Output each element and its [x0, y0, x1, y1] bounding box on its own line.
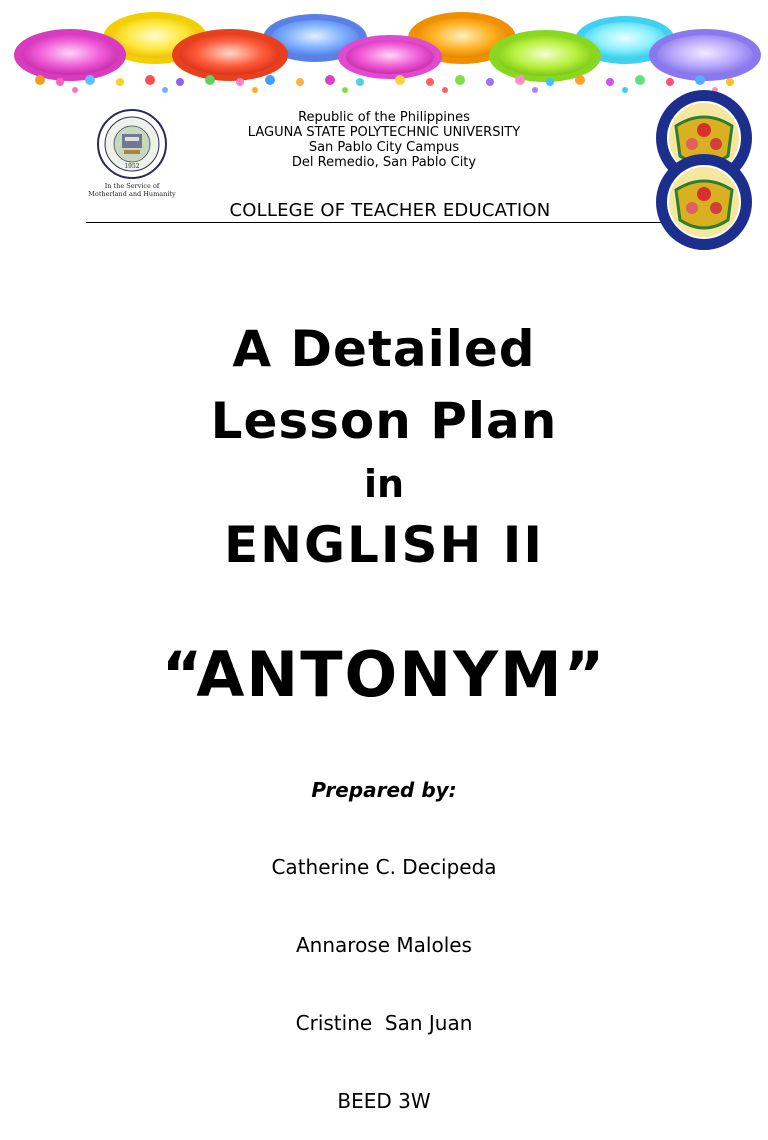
flower-green — [489, 30, 601, 82]
title-line-1: A Detailed — [232, 320, 536, 378]
section-label: BEED 3W — [337, 1089, 431, 1113]
flower-magenta — [338, 35, 442, 79]
seal-motto-line1: In the Service of — [104, 182, 160, 190]
author-name: Annarose Maloles — [296, 933, 472, 957]
flower-lilac — [649, 29, 761, 81]
prepared-by-label: Prepared by: — [311, 778, 457, 802]
header-line-university: LAGUNA STATE POLYTECHNIC UNIVERSITY — [247, 125, 521, 140]
college-seal-icon — [646, 86, 762, 254]
title-subject: ENGLISH II — [224, 516, 544, 574]
seal-year: 1952 — [124, 163, 140, 170]
header-line-address: Del Remedio, San Pablo City — [291, 155, 477, 170]
seal-motto-line2: Motherland and Humanity — [88, 190, 176, 198]
college-name: COLLEGE OF TEACHER EDUCATION — [229, 200, 551, 221]
author-name: Catherine C. Decipeda — [271, 855, 497, 879]
institution-header — [160, 110, 608, 170]
flower-pink — [14, 29, 126, 81]
flower-red — [172, 29, 288, 81]
author-list — [0, 802, 768, 1140]
flower-banner — [0, 0, 768, 100]
header-line-campus: San Pablo City Campus — [308, 140, 460, 155]
lesson-topic: “ANTONYM” — [161, 638, 607, 711]
college-seal-bottom — [656, 154, 752, 250]
header-rule — [86, 222, 664, 223]
author-name: Cristine San Juan — [295, 1011, 473, 1035]
title-line-2: Lesson Plan — [210, 392, 558, 450]
title-line-3: in — [363, 462, 405, 506]
header-line-country: Republic of the Philippines — [298, 110, 470, 125]
